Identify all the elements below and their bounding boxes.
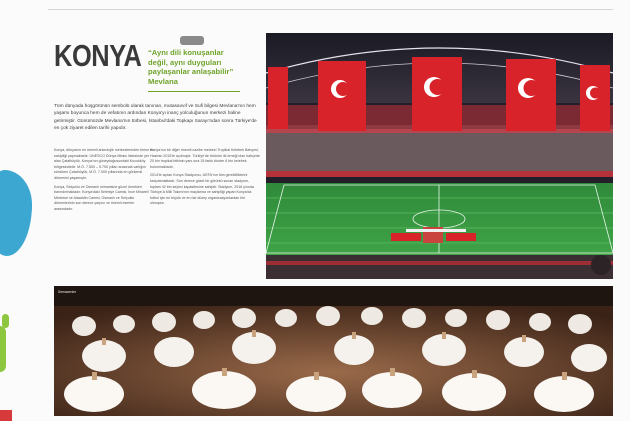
body-paragraph: Konya, Selçuklu ve Osmanlı mimarisine güzel örnekleri barındırmaktadır. Konya'daki Selimiye Camisi, İnce Minareli Medrese ve Alaaddin Camisi, Osmanlı ve Selçuklu dönemlerinin son derece çarpıcı ve önemli eserleri arasındadır.: [54, 184, 149, 211]
quote-line-3: paylaşanlar anlaşabilir”: [148, 67, 234, 77]
body-column-left: [54, 148, 154, 216]
body-paragraph: Konya, dünyanın en önemli arkeolojik merkezlerinden birine ev sahipliği yapmaktadır. UNESCO Dünya Mirası listesinde yer alan Çatalhöyük, Konya'nın güneydoğusundaki Kucukköy bölgesindedir. M.Ö. 7.500 – 5.700 yılları arasında varlığını sürdüren Çatalhöyük, M.Ö. 7.000 yıllarında en görkemli dönemini yaşamıştır.: [54, 148, 154, 180]
photo-caption: Semazenler: [58, 290, 77, 294]
decorative-green-shape: [0, 326, 6, 372]
sema-illustration: [54, 286, 613, 416]
quote-mark-icon: [180, 36, 204, 45]
stadium-illustration: [266, 33, 613, 279]
body-paragraph: Konya'nın bir diğer önemli cazibe merkezi Tropikal Kelebek Bahçesi, Haziran 2015'te açılmıştır. Türkiye'de türünün ilk örneği olan bahçede 20 bin tropikal bitkinin yanı sıra 15 farklı türden 6 bin kelebek bulunmaktadır.: [150, 148, 260, 169]
whirling-dervishes-photo: [54, 286, 613, 416]
quote-underline: [148, 91, 240, 92]
page-title: KONYA: [54, 38, 142, 73]
body-paragraph: 2014'te açılan Konya Stadyumu, UEFA'nın tüm gerekliliklerini karşılamaktadır. Son derece güzel bir görüntü sunan stadyum, toplam 42 bin seyirci kapasitesine sahiptir. Stadyum, 2016 yılında Türkiye A Milli Takımı'nın maçlarına ve sahipliği yapan Konya'da futbol için en büyük ve en üst düzey organizasyonlardan biri olmuştur.: [150, 173, 254, 206]
stadium-photo: [266, 33, 613, 279]
decorative-blue-dot: [18, 196, 32, 218]
top-divider: [48, 9, 613, 10]
quote-line-2: değil, aynı duyguları: [148, 57, 222, 67]
pull-quote: [148, 48, 244, 86]
quote-line-1: “Aynı dili konuşanlar: [148, 48, 224, 57]
quote-author: Mevlana: [148, 76, 178, 86]
lead-paragraph: Tüm dünyada hoşgörünün sembolü olarak tanınan, mutasavvıf ve Sufi bilgesi Mevlana'nın hem yaşamı boyunca hem de vefatının ardından Konya'yı inanç yolculuğunun merkezi haline getirmiştir. Günümüzde Mevlana'nın türbesi, İstanbul'daki Topkapı Sarayı'ndan sonra Türkiye'de en çok ziyaret edilen tarihi yapıdır.: [54, 104, 257, 132]
body-column-right: [150, 148, 260, 210]
decorative-red-corner: [0, 410, 12, 421]
